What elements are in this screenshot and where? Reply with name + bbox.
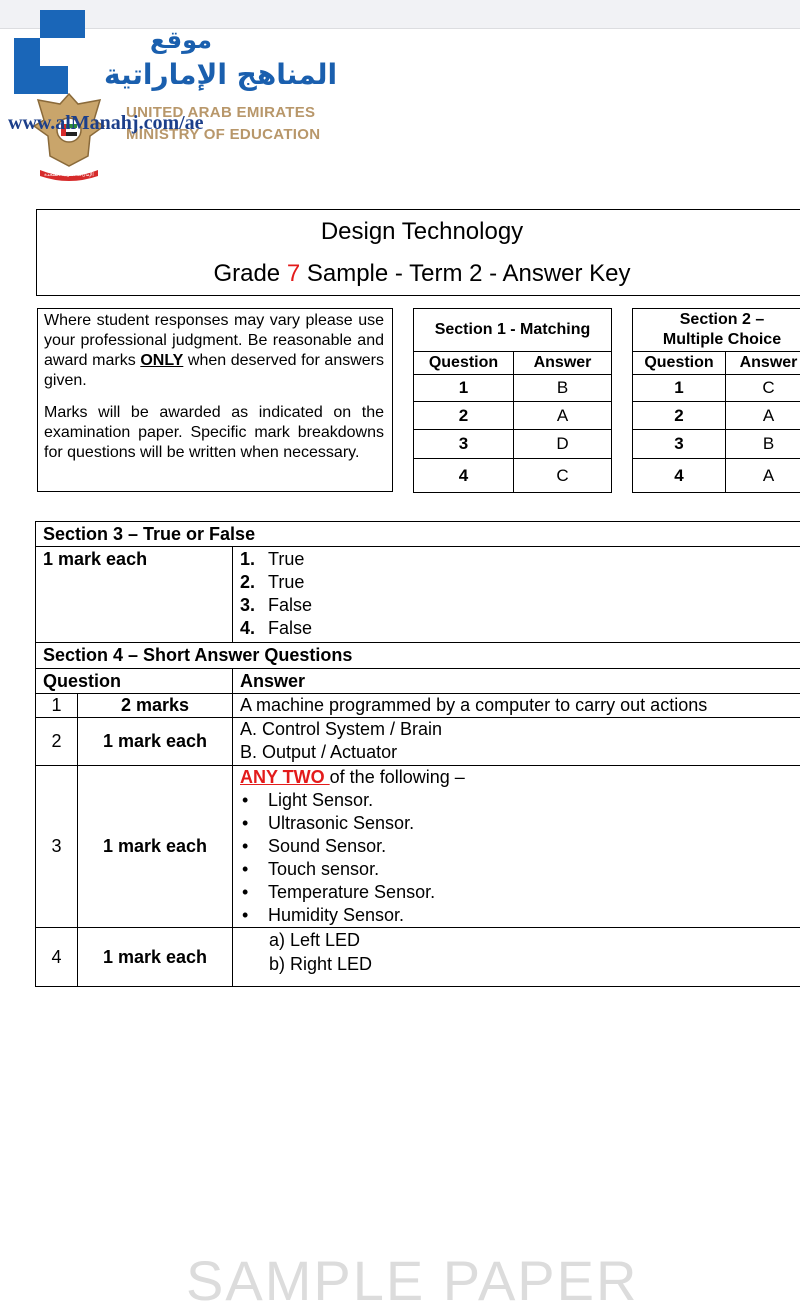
question-number: 4 (414, 459, 514, 493)
grade-number: 7 (287, 260, 300, 287)
col-question: Question (414, 352, 514, 375)
section1-matching-table (413, 308, 612, 493)
question-number: 1 (36, 694, 78, 718)
site-name-arabic-line2: المناهج الإماراتية (104, 58, 337, 91)
list-item: 4. False (240, 617, 800, 640)
section2-multiple-choice-table (632, 308, 800, 493)
marking-notes (37, 308, 393, 492)
ministry-name-line1: UNITED ARAB EMIRATES (126, 104, 315, 121)
list-item: • Ultrasonic Sensor. (240, 812, 800, 835)
answer-cell: C (726, 375, 800, 402)
section3-marks: 1 mark each (36, 547, 233, 643)
document-subtitle: Grade 7 Sample - Term 2 - Answer Key (37, 260, 800, 288)
section1-title: Section 1 - Matching (414, 309, 612, 352)
list-item: 2. True (240, 571, 800, 594)
marks-cell: 2 marks (78, 694, 233, 718)
col-question: Question (36, 669, 233, 694)
answer-cell: A. Control System / Brain B. Output / Actuator (233, 718, 800, 766)
list-item: • Touch sensor. (240, 858, 800, 881)
answer-cell: B (514, 375, 612, 402)
sensor-list (240, 789, 800, 927)
question-number: 4 (36, 928, 78, 987)
list-item: 3. False (240, 594, 800, 617)
site-name-arabic-line1: موقع (150, 26, 212, 54)
question-number: 2 (414, 402, 514, 430)
question-number: 4 (633, 459, 726, 493)
any-two-instruction: ANY TWO of the following – (240, 766, 800, 789)
list-item: • Sound Sensor. (240, 835, 800, 858)
ministry-name-line2: MINISTRY OF EDUCATION (126, 126, 320, 143)
note-paragraph-2: Marks will be awarded as indicated on the examination paper. Specific mark breakdowns for questions will be written when necessary. (44, 403, 384, 463)
question-number: 1 (414, 375, 514, 402)
section3-title: Section 3 – True or False (36, 522, 800, 547)
marks-cell: 1 mark each (78, 766, 233, 928)
section3-answers (240, 548, 800, 640)
answer-cell (233, 766, 800, 928)
question-number: 2 (36, 718, 78, 766)
list-item: • Light Sensor. (240, 789, 800, 812)
question-number: 3 (633, 430, 726, 459)
section2-title: Section 2 – Multiple Choice (633, 309, 800, 352)
note-paragraph-1: Where student responses may vary please use your professional judgment. Be reasonable and award marks ONLY when deserved for answers given. (44, 311, 384, 391)
col-answer: Answer (233, 669, 800, 694)
title-box (36, 209, 800, 296)
answer-cell: D (514, 430, 612, 459)
answer-cell: A machine programmed by a computer to carry out actions (233, 694, 800, 718)
answer-cell: a) Left LED b) Right LED (233, 928, 800, 987)
marks-cell: 1 mark each (78, 928, 233, 987)
question-number: 3 (36, 766, 78, 928)
question-number: 1 (633, 375, 726, 402)
answer-cell: C (514, 459, 612, 493)
answer-cell: A (726, 459, 800, 493)
site-logo-icon (40, 10, 85, 38)
marks-cell: 1 mark each (78, 718, 233, 766)
list-item: • Temperature Sensor. (240, 881, 800, 904)
list-item: 1. True (240, 548, 800, 571)
document-title: Design Technology (37, 218, 800, 246)
answer-cell: B (726, 430, 800, 459)
answer-cell: A (514, 402, 612, 430)
site-url-link[interactable]: www.alManahj.com/ae (8, 112, 204, 135)
sections-3-4-table (35, 521, 800, 987)
section4-title: Section 4 – Short Answer Questions (36, 643, 800, 669)
answer-cell: A (726, 402, 800, 430)
list-item: • Humidity Sensor. (240, 904, 800, 927)
col-answer: Answer (514, 352, 612, 375)
only-emphasis: ONLY (140, 352, 183, 369)
sample-paper-watermark: SAMPLE PAPER (186, 1248, 638, 1313)
col-question: Question (633, 352, 726, 375)
browser-top-bar (0, 0, 800, 29)
question-number: 2 (633, 402, 726, 430)
emblem-caption: الإمارات العربية المتحدة (44, 172, 94, 178)
question-number: 3 (414, 430, 514, 459)
col-answer: Answer (726, 352, 800, 375)
